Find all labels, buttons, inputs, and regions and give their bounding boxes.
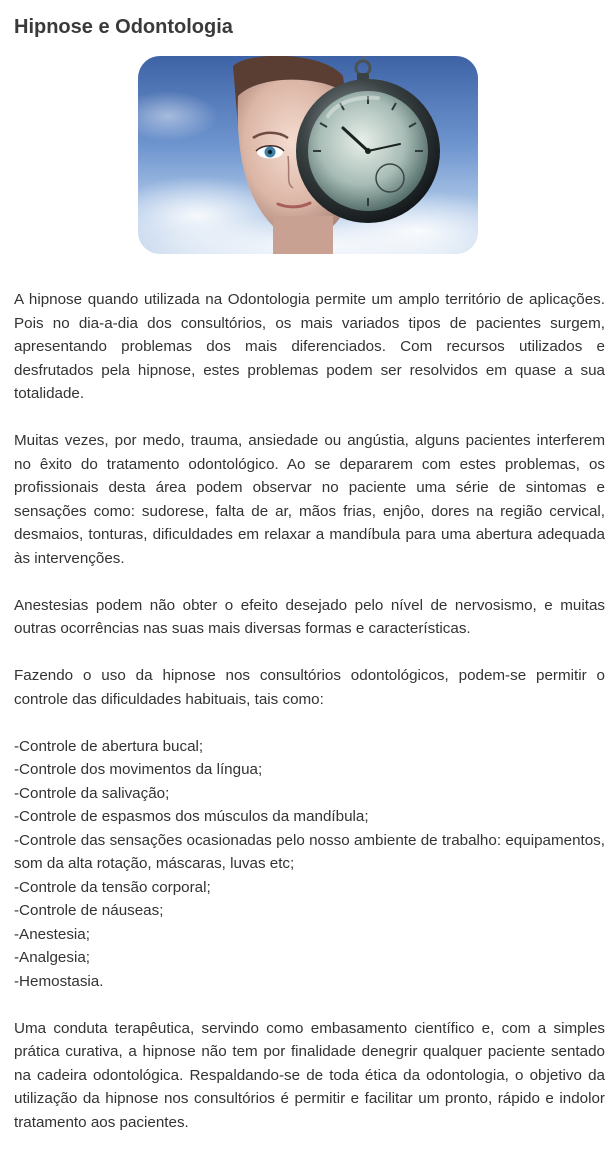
list-item: -Controle da tensão corporal; bbox=[14, 878, 211, 896]
hypnosis-pocket-watch-icon bbox=[138, 56, 478, 254]
paragraph-1: A hipnose quando utilizada na Odontologia permite um amplo território de aplicações. Pois no dia-a-dia dos consultórios, os mais variados tipos de pacientes surgem, apresentando problemas dos mais diferenciados. Com recursos utilizados e desfrutados pela hipnose, estes problemas podem ser resolvidos em quase a sua totalidade. bbox=[14, 291, 605, 402]
list-item: -Controle da salivação; bbox=[14, 784, 170, 802]
list-item: -Controle de abertura bucal; bbox=[14, 737, 204, 755]
list-item: -Controle das sensações ocasionadas pelo nosso ambiente de trabalho: equipamentos, som da alta rotação, máscaras, luvas etc; bbox=[14, 831, 605, 872]
list-item: -Analgesia; bbox=[14, 949, 90, 966]
article-title: Hipnose e Odontologia bbox=[14, 16, 233, 38]
list-item: -Hemostasia. bbox=[14, 972, 104, 990]
paragraph-3: Anestesias podem não obter o efeito desejado pelo nível de nervosismo, e muitas outras ocorrências nas suas mais diversas formas e características. bbox=[14, 596, 605, 637]
paragraph-2: Muitas vezes, por medo, trauma, ansiedade ou angústia, alguns pacientes interferem no êxito do tratamento odontológico. Ao se depararem com estes problemas, os profissionais desta área podem observar no paciente uma série de sintomas e sensações como: sudorese, falta de ar, mãos frias, enjôo, dores na região cervical, desmaios, tonturas, dificuldades em relaxar a mandíbula para uma abertura adequada às intervenções. bbox=[14, 432, 605, 567]
control-list bbox=[14, 735, 605, 994]
list-item: -Controle dos movimentos da língua; bbox=[14, 761, 263, 778]
closing-paragraph: Uma conduta terapêutica, servindo como embasamento científico e, com a simples prática curativa, a hipnose não tem por finalidade denegrir qualquer paciente sentado na cadeira odontológica. Respaldando-se de toda ética da odontologia, o objetivo da utilização da hipnose nos consultórios é permitir e facilitar um pronto, rápido e indolor tratamento aos pacientes. bbox=[14, 1019, 605, 1131]
list-item: -Anestesia; bbox=[14, 925, 90, 943]
list-item: -Controle de espasmos dos músculos da mandíbula; bbox=[14, 808, 369, 825]
paragraph-4: Fazendo o uso da hipnose nos consultórios odontológicos, podem-se permitir o controle das dificuldades habituais, tais como: bbox=[14, 667, 605, 708]
list-item: -Controle de náuseas; bbox=[14, 902, 164, 919]
article bbox=[14, 14, 605, 1158]
hero-image-container bbox=[14, 56, 605, 268]
article-body bbox=[14, 288, 605, 1134]
